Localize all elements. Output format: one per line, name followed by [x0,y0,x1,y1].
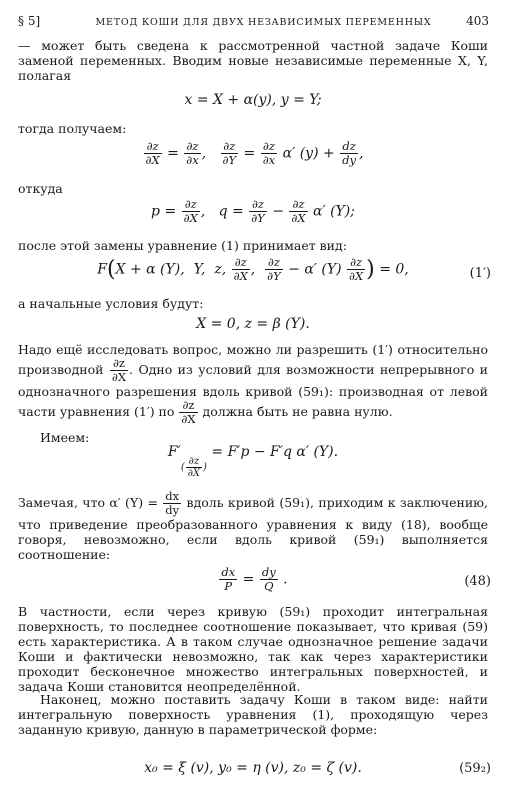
equation-transformed: F(X + α (Y), Y, z, $\frac{\partial z}{\partial X}$ , $\frac{\partial z}{\partial Y}$ − α′ (Y) $\frac{\partial z}{\partial X}$ ) = 0, [97,255,409,283]
paragraph-3: откуда [18,181,63,196]
paragraph-2: тогда получаем: [18,121,127,136]
running-title: МЕТОД КОШИ ДЛЯ ДВУХ НЕЗАВИСИМЫХ ПЕРЕМЕННЫХ [95,17,432,28]
equation-parametric-curve: x₀ = ξ (v), y₀ = η (v), z₀ = ζ (v). [144,760,362,776]
page-number: 403 [466,14,489,28]
equation-number-1prime: (1′) [469,266,491,281]
paragraph-10: Наконец, можно поставить задачу Коши в таком виде: найти интегральную поверхность уравнения (1), проходящую через заданную кривую, данную в параметрической форме: [18,692,488,737]
paragraph-6: Надо ещё исследовать вопрос, можно ли разрешить (1′) относительно производной $\frac{\partial z}{\partial X}$ . Одно из условий для возможности непрерывного и однозначного разрешения вдоль кривой (59₁): производная от левой части уравнения (1′) по $\frac{\partial z}{\partial X}$ должна быть не равна нулю. [18,342,488,426]
paragraph-4: после этой замены уравнение (1) принимает вид: [18,238,347,253]
paragraph-7: Имеем: [40,430,90,445]
equation-derivatives: $\frac{\partial z}{\partial X}$ = $\frac{\partial z}{\partial x}$ , $\frac{\partial z}{\partial Y}$ = $\frac{\partial z}{\partial x}$ α′ (y) + $\frac{dz}{dy}$ , [145,139,364,167]
equation-number-59-2: (59₂) [459,761,491,776]
paragraph-8: Замечая, что α′ (Y) = $\frac{dx}{dy}$ вдоль кривой (59₁), приходим к заключению, что приведение преобразованного уравнения к виду (18), вообще говоря, невозможно, если вдоль кривой (59₁) выполняется соотношение: [18,489,489,562]
section-mark: § 5] [18,14,41,28]
paragraph-1: — может быть сведена к рассмотренной частной задаче Коши заменой переменных. Вводим новые независимые переменные X, Y, полагая [18,38,488,83]
paragraph-5: а начальные условия будут: [18,296,204,311]
page-header [18,14,489,32]
equation-substitution: x = X + α(y), y = Y; [184,92,322,108]
paragraph-9: В частности, если через кривую (59₁) проходит интегральная поверхность, то последнее соотношение показывает, что кривая (59) есть характеристика. А в таком случае однозначное решение задачи Коши и фактически невозможно, так как через характеристики проходит бесконечное множество интегральных поверхностей, и задача Коши становится неопределённой. [18,604,488,694]
equation-number-48: (48) [464,574,491,589]
equation-pq: p = $\frac{\partial z}{\partial X}$ , q = $\frac{\partial z}{\partial Y}$ − $\frac{\partial z}{\partial X}$ α′ (Y); [151,197,355,225]
equation-partial-F: $F'_{( \frac{\partial z}{\partial X} )} = F'p - F'q$ α′ (Y). [167,444,339,479]
equation-characteristic: $\frac{dx}{P}$ = $\frac{dy}{Q}$ . [221,565,288,593]
equation-initial-conditions: X = 0, z = β (Y). [196,316,310,332]
